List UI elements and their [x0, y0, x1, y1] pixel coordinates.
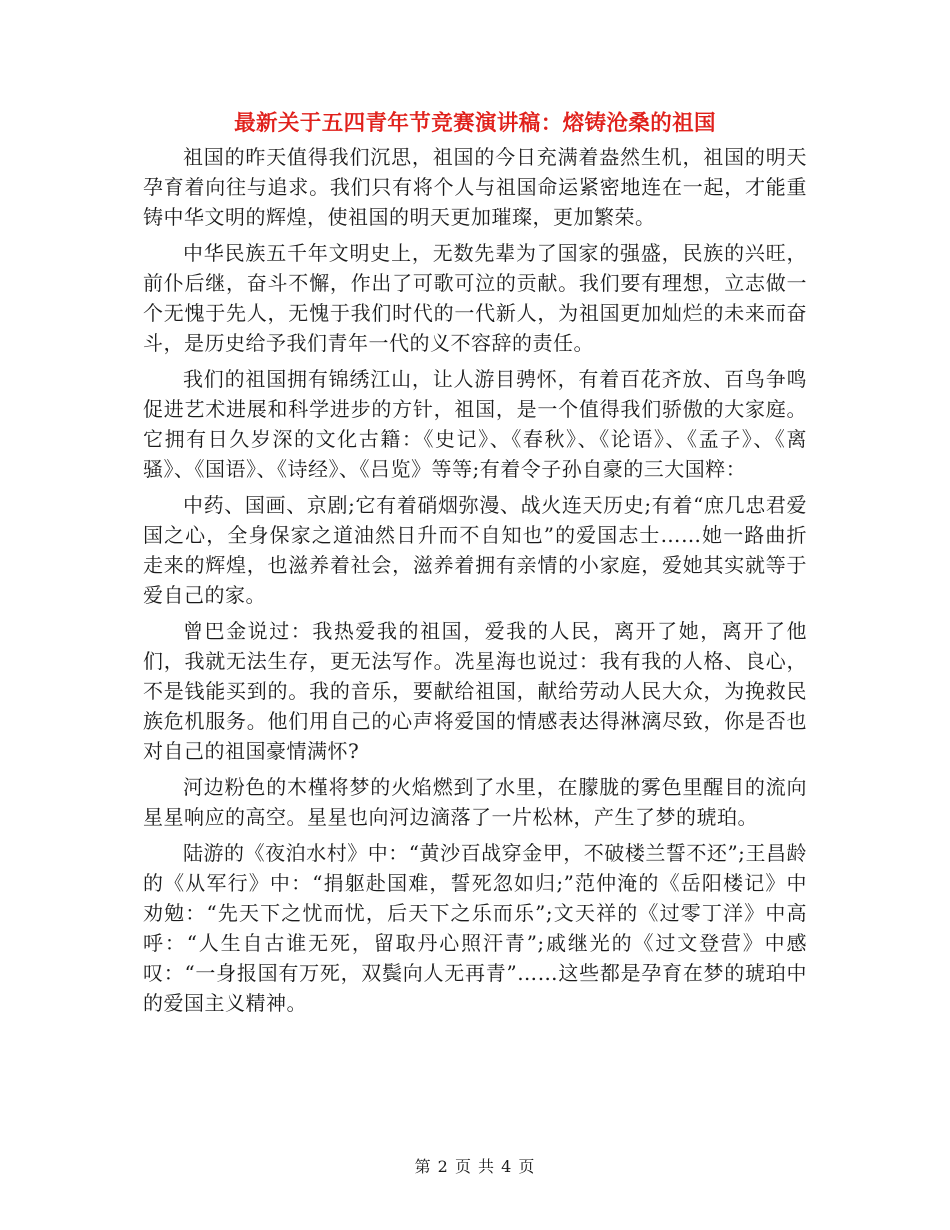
- paragraph-7: 陆游的《夜泊水村》中：“黄沙百战穿金甲，不破楼兰誓不还”;王昌龄的《从军行》中：“捐躯赴国难，誓死忽如归;”范仲淹的《岳阳楼记》中劝勉：“先天下之忧而忧，后天下之乐而乐”;文天祥的《过零丁洋》中高呼：“人生自古谁无死，留取丹心照汗青”;戚继光的《过文登营》中感叹：“一身报国有万死，双鬓向人无再青”……这些都是孕育在梦的琥珀中的爱国主义精神。: [143, 841, 807, 1015]
- paragraph-2: 中华民族五千年文明史上，无数先辈为了国家的强盛，民族的兴旺，前仆后继，奋斗不懈，作出了可歌可泣的贡献。我们要有理想，立志做一个无愧于先人，无愧于我们时代的一代新人，为祖国更加灿烂的未来而奋斗，是历史给予我们青年一代的义不容辞的责任。: [143, 241, 807, 355]
- paragraph-5: 曾巴金说过：我热爱我的祖国，爱我的人民，离开了她，离开了他们，我就无法生存，更无法写作。冼星海也说过：我有我的人格、良心，不是钱能买到的。我的音乐，要献给祖国，献给劳动人民大众，为挽救民族危机服务。他们用自己的心声将爱国的情感表达得淋漓尽致，你是否也对自己的祖国豪情满怀?: [143, 619, 807, 763]
- paragraph-1: 祖国的昨天值得我们沉思，祖国的今日充满着盎然生机，祖国的明天孕育着向往与追求。我们只有将个人与祖国命运紧密地连在一起，才能重铸中华文明的辉煌，使祖国的明天更加璀璨，更加繁荣。: [143, 145, 807, 229]
- paragraph-6: 河边粉色的木槿将梦的火焰燃到了水里，在朦胧的雾色里醒目的流向星星响应的高空。星星也向河边滴落了一片松林，产生了梦的琥珀。: [143, 775, 807, 829]
- paragraph-4: 中药、国画、京剧;它有着硝烟弥漫、战火连天历史;有着“庶几忠君爱国之心，全身保家之道油然日升而不自知也”的爱国志士……她一路曲折走来的辉煌，也滋养着社会，滋养着拥有亲情的小家庭，爱她其实就等于爱自己的家。: [143, 493, 807, 607]
- paragraph-3: 我们的祖国拥有锦绣江山，让人游目骋怀，有着百花齐放、百鸟争鸣促进艺术进展和科学进步的方针，祖国，是一个值得我们骄傲的大家庭。它拥有日久岁深的文化古籍：《史记》、《春秋》、《论语》、《孟子》、《离骚》、《国语》、《诗经》、《吕览》等等;有着令子孙自豪的三大国粹：: [143, 367, 807, 481]
- document-body: [143, 142, 807, 1024]
- document-title: 最新关于五四青年节竞赛演讲稿：熔铸沧桑的祖国: [234, 111, 716, 136]
- page-footer: 第 2 页 共 4 页: [414, 1157, 536, 1176]
